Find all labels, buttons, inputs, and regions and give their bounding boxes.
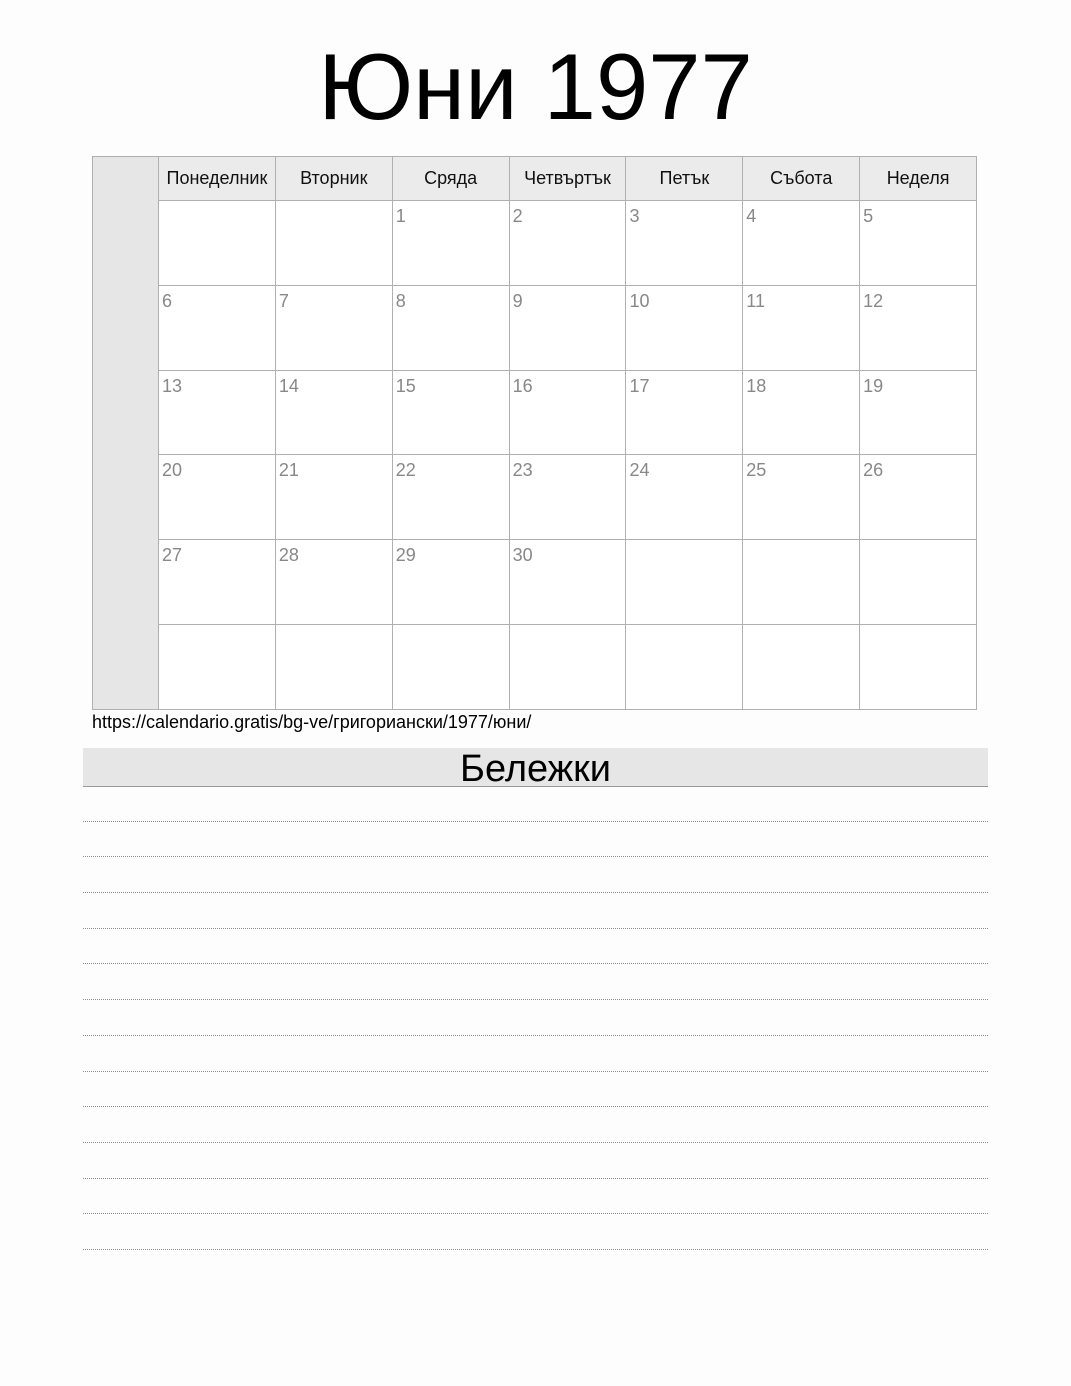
month-calendar	[92, 156, 977, 710]
weekday-monday: Понеделник	[159, 157, 276, 200]
day-cell	[276, 625, 393, 709]
notes-lines	[83, 786, 988, 1250]
day-number: 10	[629, 290, 650, 311]
day-cell	[860, 201, 976, 285]
day-cell	[626, 201, 743, 285]
day-number: 19	[863, 375, 884, 396]
day-number: 20	[162, 460, 183, 481]
week-row	[159, 540, 976, 625]
note-line	[83, 1143, 988, 1179]
weekday-friday: Петък	[626, 157, 743, 200]
day-cell	[393, 201, 510, 285]
note-line	[83, 1072, 988, 1108]
day-number: 29	[395, 545, 416, 566]
notes-heading: Бележки	[83, 748, 988, 787]
day-number: 7	[278, 290, 289, 311]
weekday-saturday: Събота	[743, 157, 860, 200]
weeks-container	[159, 201, 976, 709]
week-row	[159, 625, 976, 709]
weekday-header-row	[159, 157, 976, 201]
day-cell	[626, 371, 743, 455]
note-line	[83, 857, 988, 893]
day-cell	[393, 455, 510, 539]
day-number: 6	[162, 290, 173, 311]
day-cell	[860, 286, 976, 370]
day-cell	[743, 201, 860, 285]
day-cell	[276, 286, 393, 370]
note-line	[83, 786, 988, 822]
day-number: 23	[512, 460, 533, 481]
day-cell	[860, 371, 976, 455]
source-url: https://calendario.gratis/bg-ve/григориански/1977/юни/	[92, 712, 532, 732]
day-number: 13	[162, 375, 183, 396]
note-line	[83, 964, 988, 1000]
day-number: 15	[395, 375, 416, 396]
day-cell	[860, 540, 976, 624]
day-cell	[276, 371, 393, 455]
day-cell	[393, 286, 510, 370]
day-number: 2	[512, 206, 523, 226]
day-cell	[276, 540, 393, 624]
day-number: 1	[395, 206, 406, 226]
day-number: 28	[278, 545, 299, 566]
week-row	[159, 286, 976, 371]
day-number: 25	[746, 460, 767, 481]
day-number: 12	[863, 290, 884, 311]
day-number: 26	[863, 460, 884, 481]
note-line	[83, 822, 988, 858]
note-line	[83, 1214, 988, 1250]
weekday-tuesday: Вторник	[276, 157, 393, 200]
day-cell	[159, 201, 276, 285]
day-number: 21	[278, 460, 299, 481]
day-cell	[393, 540, 510, 624]
note-line	[83, 1036, 988, 1072]
day-cell	[626, 540, 743, 624]
day-cell	[159, 286, 276, 370]
note-line	[83, 1179, 988, 1215]
weekday-sunday: Неделя	[886, 168, 950, 188]
day-cell	[510, 455, 627, 539]
day-cell	[393, 625, 510, 709]
day-cell	[743, 625, 860, 709]
day-cell	[276, 455, 393, 539]
day-cell	[626, 625, 743, 709]
day-cell	[860, 455, 976, 539]
day-number: 11	[746, 290, 765, 311]
week-number-column	[93, 157, 159, 709]
day-number: 14	[278, 375, 299, 396]
day-number: 22	[395, 460, 416, 481]
day-number: 8	[395, 290, 406, 311]
day-number: 4	[746, 206, 757, 226]
day-cell	[626, 286, 743, 370]
day-cell	[159, 371, 276, 455]
note-line	[83, 1107, 988, 1143]
day-number: 24	[629, 460, 650, 481]
day-number: 16	[512, 375, 533, 396]
day-number: 30	[512, 545, 533, 566]
day-cell	[743, 540, 860, 624]
calendar-grid	[159, 157, 976, 709]
day-number: 17	[629, 375, 650, 396]
day-cell	[743, 455, 860, 539]
note-line	[83, 893, 988, 929]
day-cell	[510, 371, 627, 455]
day-cell	[510, 286, 627, 370]
week-row	[159, 455, 976, 540]
day-cell	[743, 371, 860, 455]
day-cell	[159, 625, 276, 709]
day-cell	[510, 201, 627, 285]
page-title: Юни 1977	[318, 34, 753, 139]
day-cell	[159, 455, 276, 539]
note-line	[83, 1000, 988, 1036]
day-cell	[510, 540, 627, 624]
day-cell	[159, 540, 276, 624]
day-number: 9	[512, 290, 523, 311]
day-cell	[860, 625, 976, 709]
weekday-thursday: Четвъртък	[510, 157, 627, 200]
day-cell	[626, 455, 743, 539]
day-number: 5	[863, 206, 874, 226]
day-cell	[743, 286, 860, 370]
note-line	[83, 929, 988, 965]
day-cell	[276, 201, 393, 285]
week-row	[159, 371, 976, 456]
weekday-wednesday: Сряда	[393, 157, 510, 200]
day-cell	[393, 371, 510, 455]
day-number: 27	[162, 545, 183, 566]
day-number: 3	[629, 206, 640, 226]
day-cell	[510, 625, 627, 709]
day-number: 18	[746, 375, 767, 396]
week-row	[159, 201, 976, 286]
